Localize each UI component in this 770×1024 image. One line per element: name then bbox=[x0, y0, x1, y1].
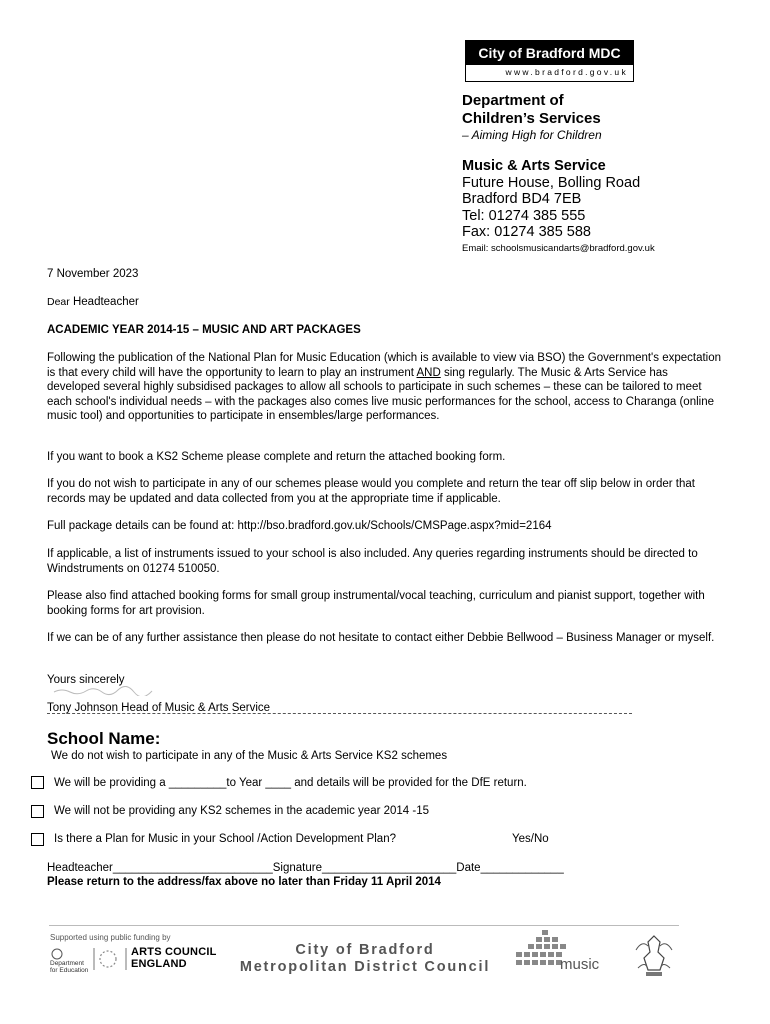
dfe-line-2: for Education bbox=[50, 967, 89, 974]
dept-line-1: Department of bbox=[462, 92, 564, 109]
checkbox-providing[interactable] bbox=[31, 776, 44, 789]
fax: Fax: 01274 385 588 bbox=[462, 224, 591, 240]
cob-line-2: Metropolitan District Council bbox=[239, 959, 491, 975]
footer-divider bbox=[49, 925, 679, 926]
cob-line-1: City of Bradford bbox=[295, 942, 435, 958]
email-address: Email: schoolsmusicandarts@bradford.gov.uk bbox=[462, 243, 655, 254]
option-plan-for-music: Is there a Plan for Music in your School /Action Development Plan? bbox=[54, 833, 396, 845]
paragraph-7: If we can be of any further assistance then please do not hesitate to contact either Debbie Bellwood – Business Manager or myself. bbox=[47, 632, 715, 644]
option-not-providing: We will not be providing any KS2 schemes in the academic year 2014 -15 bbox=[54, 805, 430, 817]
salutation-name: Headteacher bbox=[72, 296, 139, 308]
address-line-2: Bradford BD4 7EB bbox=[462, 191, 582, 207]
acl-line-2: ENGLAND bbox=[131, 958, 187, 970]
letter-subject: ACADEMIC YEAR 2014-15 – MUSIC AND ART PACKAGES bbox=[47, 324, 361, 336]
acl-line-1: ARTS COUNCIL bbox=[131, 946, 217, 958]
option-providing: We will be providing a _________to Year ____ and details will be provided for the DfE return. bbox=[54, 777, 527, 789]
arts-council-logo bbox=[131, 946, 217, 970]
para1-and: AND bbox=[416, 366, 441, 379]
salutation-dear: Dear bbox=[47, 296, 70, 308]
funding-text: Supported using public funding by bbox=[50, 933, 171, 942]
yes-no-answer: Yes/No bbox=[512, 833, 549, 845]
bradford-council-name bbox=[235, 942, 495, 976]
department-name bbox=[462, 92, 702, 128]
paragraph-3: If you do not wish to participate in any of our schemes please would you complete and return the tear off slip below in order that records may be updated and data collected from you at the appropriate time if applicable. bbox=[47, 478, 695, 505]
dfe-line-1: Department bbox=[50, 960, 84, 967]
address-line-1: Future House, Bolling Road bbox=[462, 174, 641, 191]
paragraph-5: If applicable, a list of instruments issued to your school is also included. Any queries regarding instruments should be directed to Windstruments on 01274 510050. bbox=[47, 548, 698, 575]
logo-url: www.bradford.gov.uk bbox=[505, 67, 628, 77]
dfe-text bbox=[50, 960, 88, 974]
paragraph-4: Full package details can be found at: http://bso.bradford.gov.uk/Schools/CMSPage.aspx?mid=2164 bbox=[47, 520, 552, 532]
paragraph-6: Please also find attached booking forms for small group instrumental/vocal teaching, curriculum and pianist support, together with booking forms for art provision. bbox=[47, 590, 705, 617]
music-text: music bbox=[560, 956, 600, 973]
bradford-mdc-logo bbox=[465, 40, 634, 82]
telephone: Tel: 01274 385 555 bbox=[462, 207, 586, 224]
service-address bbox=[462, 158, 640, 241]
para1-text-a: Following the publication of the National Plan for Music Education (which is available to view via BSO) the Government's expectation is that every child will have the opportunity to learn to play an instrument bbox=[47, 352, 722, 379]
service-name: Music & Arts Service bbox=[462, 158, 606, 174]
closing: Yours sincerely bbox=[47, 674, 125, 686]
return-note: Please return to the address/fax above no later than Friday 11 April 2014 bbox=[47, 876, 441, 888]
not-wish-text: We do not wish to participate in any of the Music & Arts Service KS2 schemes bbox=[51, 750, 448, 762]
checkbox-plan-for-music[interactable] bbox=[31, 833, 44, 846]
dept-line-2: Children’s Services bbox=[462, 110, 601, 127]
signature-scribble bbox=[52, 686, 162, 696]
bradford-crest-icon bbox=[630, 930, 678, 978]
salutation bbox=[47, 295, 722, 310]
logo-title: City of Bradford MDC bbox=[466, 41, 633, 65]
tear-off-line bbox=[47, 713, 632, 719]
signature-line: Headteacher_________________________Signature_____________________Date_____________ bbox=[47, 862, 564, 874]
paragraph-1 bbox=[47, 351, 722, 424]
letter-date: 7 November 2023 bbox=[47, 268, 139, 280]
tagline: – Aiming High for Children bbox=[462, 128, 602, 142]
checkbox-not-providing[interactable] bbox=[31, 805, 44, 818]
para1-text-b: sing regularly. The Music & Arts Service has developed several highly subsidised packages to allow all schools to participate in such schemes – these can be tailored to meet each school's individual needs – with the packages also comes live music performances for the school, access to Charanga (online music tool) and opportunities to participate in ensembles/large performances. bbox=[47, 366, 714, 422]
signatory: Tony Johnson Head of Music & Arts Service bbox=[47, 702, 271, 714]
paragraph-2: If you want to book a KS2 Scheme please complete and return the attached booking form. bbox=[47, 451, 506, 463]
school-name-label: School Name: bbox=[47, 729, 161, 748]
